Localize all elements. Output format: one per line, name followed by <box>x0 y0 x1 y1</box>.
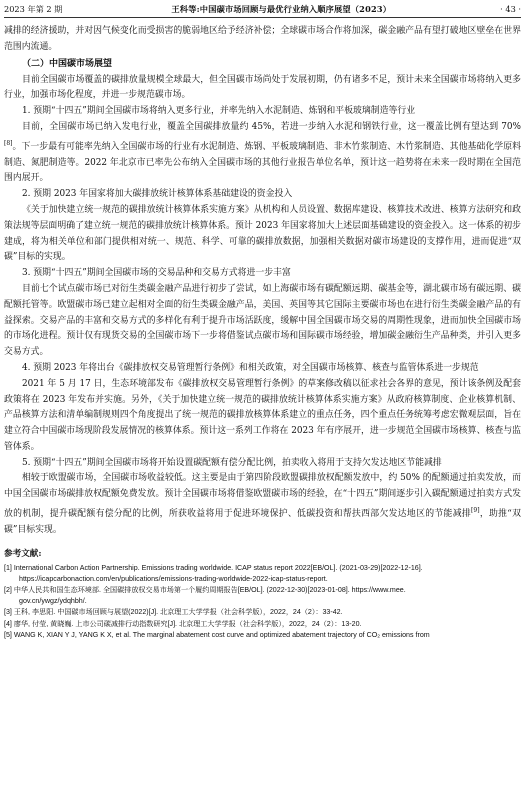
reference-text: International Carbon Action Partnership. Emissions trading worldwide. ICAP status report 2022[EB/OL]. (2021-03-29)[2022-12-16]. <box>13 563 423 572</box>
reference-text: 王科, 李思阳. 中国碳市场回顾与展望(2022)[J]. 北京理工大学学报（社会科学版），2022，24（2）：33-42. <box>13 608 343 617</box>
reference-item <box>4 619 521 630</box>
point-5-text-cont: ，助推“双碳”目标实现。 <box>4 509 521 535</box>
point-2-title: 2. 预期 2023 年国家将加大碳排放统计核算体系基础建设的资金投入 <box>22 189 293 200</box>
reference-number: [1] <box>4 563 12 572</box>
citation: [9] <box>471 507 480 515</box>
reference-number: [3] <box>4 608 12 617</box>
point-5-body <box>4 471 521 538</box>
point-3-title: 3. 预期“十四五”期间全国碳市场的交易品种和交易方式将进一步丰富 <box>22 268 291 279</box>
page-header <box>4 1 521 18</box>
point-5-text: 相较于欧盟碳市场，全国碳市场收益较低。这主要是由于第四阶段欧盟碳排放权配额发放中，约 50% 的配额通过拍卖发放，而中国全国碳市场碳排放权配额免费发放。预计全国碳市场将借鉴欧盟碳市场的经验，在“十四五”期间逐步引入碳配额通过拍卖方式发放的机制，提升碳配额有偿分配的比例，所获收益将用于促进环境保护、低碳投资和帮扶西部欠发达地区的节能减排 <box>4 473 521 520</box>
reference-text: 廖华, 付莹, 黄晓巍. 上市公司碳减排行动指数研究[J]. 北京理工大学学报（社会科学版），2022，24（2）：13-20. <box>13 619 362 628</box>
references-heading: 参考文献: <box>4 548 42 559</box>
point-3-body: 目前七个试点碳市场已对衍生类碳金融产品进行初步了尝试，如上海碳市场有碳配额远期、碳基金等，湖北碳市场有碳远期、碳配额托管等。欧盟碳市场已建立起相对全面的衍生类碳金融产品，美国、英国等其它国际主要碳市场也在进行衍生类碳金融产品的有益探索。交易产品的丰富和交易方式的多样化有利于提升市场活跃度，缓解中国全国碳市场交易的周期性现象，进而加快全国碳市场的市场化进程。预计仅有现货交易的全国碳市场下一步将借鉴试点碳市场和国际碳市场经验，增加碳金融衍生产品种类，并引入更多交易方式。 <box>4 283 521 358</box>
reference-link[interactable]: gov.cn/ywgz/ydqhbh/. <box>19 597 87 606</box>
header-page-number: · 43 · <box>500 4 521 14</box>
section-title: （二）中国碳市场展望 <box>22 58 113 69</box>
reference-item <box>4 563 521 585</box>
section-intro: 目前全国碳市场覆盖的碳排放量规模全球最大，但全国碳市场尚处于发展初期，仍有诸多不足，预计未来全国碳市场将纳入更多行业，加强市场化程度，并进一步规范碳市场。 <box>4 74 521 101</box>
point-1-body <box>4 120 521 187</box>
header-article-title: 王科等:中国碳市场回顾与最优行业纳入顺序展望（2023） <box>171 3 392 14</box>
point-4-body: 2021 年 5 月 17 日，生态环境部发布《碳排放权交易管理暂行条例》的草案修改稿以征求社会各界的意见，预计该条例及配套政策将在 2023 年发布并实施。另外，《关于加快建立统一规范的碳排放统计核算体系实施方案》从政府核算制度、企业核算机制、产品核算方法和清单编制规则四个角度提出了统一规范的碳排放核算体系建立的重点任务，四个重点任务统筹考虑宏微观层面，旨在建立符合中国碳市场现阶段发展情况的核算体系。预计这一系列工作将在 2023 年有序展开，进一步规范全国碳市场核算、核查与监管体系。 <box>4 378 521 452</box>
point-4-title: 4. 预期 2023 年将出台《碳排放权交易管理暂行条例》和相关政策，对全国碳市场核算、核查与监管体系进一步规范 <box>22 362 479 373</box>
reference-number: [2] <box>4 586 12 595</box>
body-text <box>4 24 521 641</box>
reference-item <box>4 585 521 607</box>
citation: [8] <box>4 139 13 147</box>
point-1-title: 1. 预期“十四五”期间全国碳市场将纳入更多行业，并率先纳入水泥制造、炼钢和平板玻璃制造等行业 <box>22 106 416 117</box>
references-list <box>4 563 521 641</box>
reference-item <box>4 607 521 618</box>
reference-item <box>4 630 521 641</box>
point-1-text-cont: 。下一步最有可能率先纳入全国碳市场的行业有水泥制造、炼钢、平板玻璃制造、非木竹浆制造、木竹浆制造、其他基础化学原料制造、氮肥制造等。2022 年北京市已率先公布纳入全国碳市场的其他行业报告单位名单，预计这一趋势将在未来一段时期在全国范围内展开。 <box>4 141 521 184</box>
reference-number: [5] <box>4 630 12 639</box>
intro-paragraph: 减排的经济援助，并对因气候变化而受损害的脆弱地区给予经济补偿；全球碳市场合作将加深，碳金融产品有望打破地区壁垒在世界范围内流通。 <box>4 26 521 52</box>
point-2-body: 《关于加快建立统一规范的碳排放统计核算体系实施方案》从机构和人员设置、数据库建设、核算技术改进、核算方法研究和政策法规等层面明确了建立统一规范的碳排放统计核算体系。预计 2023 年国家将加大上述层面基础建设的资金投入。这一体系的初步建成，将为相关单位和部门提供相对统一、规范、科学、可靠的碳排放数据，加强相关数据对碳市场建设的支撑作用，进而促进“双碳”目标的实现。 <box>4 204 521 263</box>
reference-text: 中华人民共和国生态环境部. 全国碳排放权交易市场第一个履约周期报告[EB/OL]. (2022-12-30)[2023-01-08]. https://www.mee. <box>13 586 406 595</box>
reference-link[interactable]: https://icapcarbonaction.com/en/publications/emissions-trading-worldwide-2022-icap-status-report. <box>19 574 328 583</box>
point-5-title: 5. 预期“十四五”期间全国碳市场将开始设置碳配额有偿分配比例，拍卖收入将用于支持欠发达地区节能减排 <box>22 457 442 468</box>
reference-text: WANG K, XIAN Y J, YANG K X, et al. The marginal abatement cost curve and optimized abatement trajectory of CO₂ emissions from <box>13 630 430 639</box>
reference-number: [4] <box>4 619 12 628</box>
header-issue: 2023 年第 2 期 <box>4 3 63 14</box>
point-1-text: 目前，全国碳市场已纳入发电行业，覆盖全国碳排放量约 45%，若进一步纳入水泥和钢铁行业，这一覆盖比例有望达到 70% <box>22 121 521 132</box>
